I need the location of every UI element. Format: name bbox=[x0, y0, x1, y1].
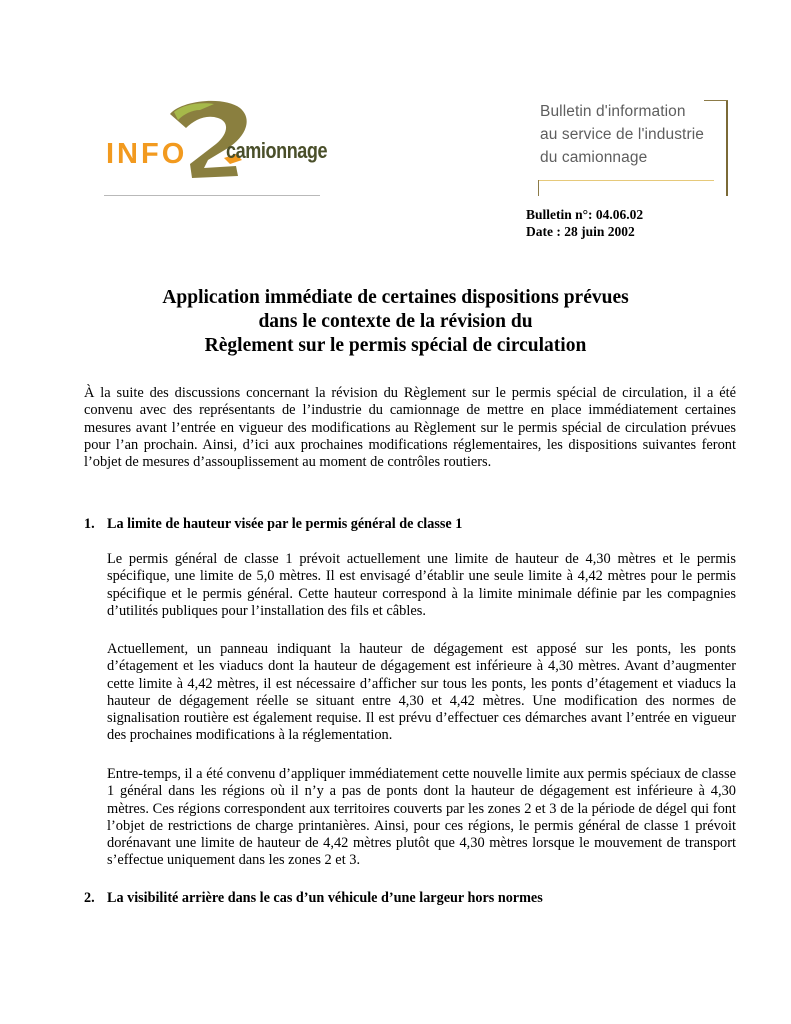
section-1-paragraph-1: Le permis général de classe 1 prévoit actuellement une limite de hauteur de 4,30 mètres et le permis spécifique, une limite de 5,0 mètres. Il est envisagé d’établir une seule limite à 4,42 mètres pour le permis spécifique et le permis général. Cette hauteur correspond à la limite minimale définie par les compagnies d’utilités publiques pour l’installation des fils et câbles. bbox=[107, 551, 736, 619]
section-1-paragraph-2: Actuellement, un panneau indiquant la hauteur de dégagement est apposé sur les ponts, les ponts d’étagement et les viaducs dont la hauteur de dégagement est inférieure à 4,30 mètres. Avant d’augmenter cette limite à 4,42 mètres, il est nécessaire d’afficher sur tous les ponts, les ponts d’étagement et viaducs la hauteur de dégagement réelle se situant entre 4,30 et 4,42 mètres. Une modification des normes de signalisation routière est également requise. Il est prévu d’effectuer ces démarches avant l’entrée en vigueur des prochaines modifications à la réglementation. bbox=[107, 641, 736, 744]
section-1-heading bbox=[84, 516, 462, 533]
logo-underline bbox=[104, 195, 320, 196]
section-1-title: La limite de hauteur visée par le permis général de classe 1 bbox=[107, 516, 463, 532]
header-box-left-border bbox=[538, 180, 539, 196]
title-line-1: Application immédiate de certaines dispositions prévues bbox=[162, 287, 629, 308]
section-2-title: La visibilité arrière dans le cas d’un véhicule d’une largeur hors normes bbox=[107, 890, 543, 906]
intro-paragraph: À la suite des discussions concernant la révision du Règlement sur le permis spécial de circulation, il a été convenu avec des représentants de l’industrie du camionnage de mettre en place immédiatement certaines mesures avant l’entrée en vigueur des modifications au Règlement sur le permis spécial de circulation prévues pour l’an prochain. Ainsi, d’ici aux prochaines modifications réglementaires, les dispositions suivantes feront l’objet de mesures d’assouplissement au moment de contrôles routiers. bbox=[84, 385, 736, 471]
title-line-2: dans le contexte de la révision du bbox=[258, 311, 533, 332]
section-2-heading bbox=[84, 890, 543, 907]
logo-word-info: INFO bbox=[106, 138, 188, 170]
bulletin-meta bbox=[526, 206, 643, 240]
logo-word-camionnage: camionnage bbox=[226, 138, 328, 163]
bulletin-date: Date : 28 juin 2002 bbox=[526, 224, 635, 239]
header-line-1: Bulletin d'information bbox=[540, 103, 686, 120]
header-line-3: du camionnage bbox=[540, 149, 648, 166]
header-box-right-border bbox=[726, 100, 728, 196]
title-line-3: Règlement sur le permis spécial de circulation bbox=[204, 335, 587, 356]
bulletin-number: Bulletin n°: 04.06.02 bbox=[526, 207, 644, 222]
section-2-number: 2. bbox=[84, 890, 95, 906]
section-1-paragraph-3: Entre-temps, il a été convenu d’appliquer immédiatement cette nouvelle limite aux permis spéciaux de classe 1 général dans les régions où il n’y a pas de ponts dont la hauteur de dégagement est inférieure à 4,30 mètres. Ces régions correspondent aux territoires couverts par les zones 2 et 3 de la période de dégel qui font l’objet de restrictions de charge printanières. Ainsi, pour ces régions, le permis général de classe 1 prévoit dorénavant une limite de hauteur de 4,42 mètres plutôt que 4,30 mètres lorsque le mouvement de transport s’effectue uniquement dans les zones 2 et 3. bbox=[107, 766, 736, 869]
section-1-number: 1. bbox=[84, 516, 95, 532]
document-title bbox=[0, 286, 791, 358]
info-camionnage-logo bbox=[104, 98, 328, 202]
header-line-2: au service de l'industrie bbox=[540, 126, 704, 143]
header-box-bottom-border bbox=[538, 180, 714, 181]
bulletin-header-box bbox=[540, 100, 728, 196]
header-box-top-border bbox=[704, 100, 728, 101]
